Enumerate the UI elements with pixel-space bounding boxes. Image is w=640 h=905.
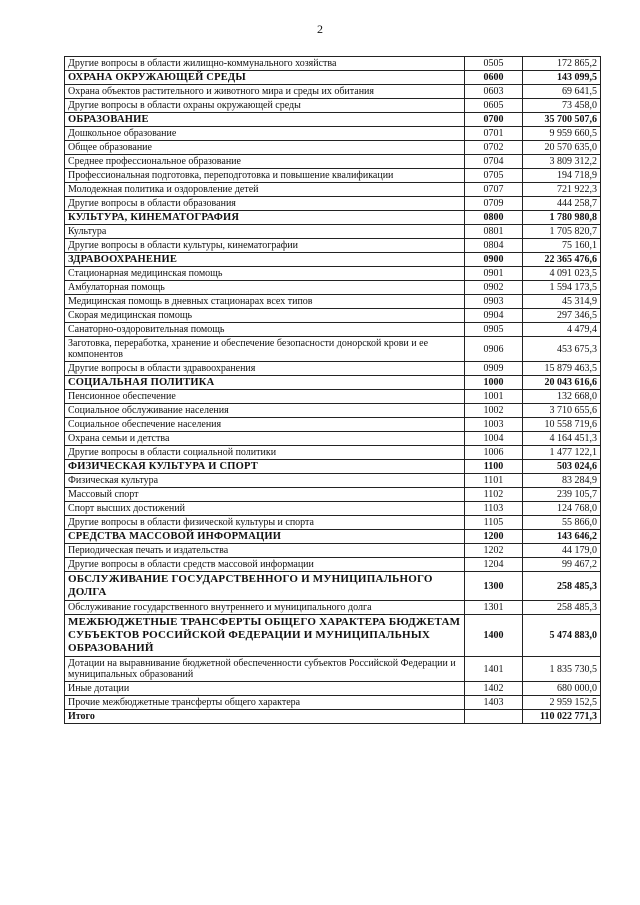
row-name: Социальное обслуживание населения: [65, 404, 465, 418]
row-name: СОЦИАЛЬНАЯ ПОЛИТИКА: [65, 376, 465, 390]
table-row: [65, 141, 601, 155]
row-name: Скорая медицинская помощь: [65, 309, 465, 323]
table-row: [65, 183, 601, 197]
row-sum: 4 091 023,5: [523, 267, 601, 281]
row-code: 1101: [465, 474, 523, 488]
row-code: 1003: [465, 418, 523, 432]
row-code: 1100: [465, 460, 523, 474]
row-name: Дотации на выравнивание бюджетной обеспеченности субъектов Российской Федерации и муниципальных образований: [65, 657, 465, 682]
row-sum: 453 675,3: [523, 337, 601, 362]
row-sum: 9 959 660,5: [523, 127, 601, 141]
section-row: [65, 71, 601, 85]
section-row: [65, 376, 601, 390]
row-sum: 20 570 635,0: [523, 141, 601, 155]
section-row: [65, 615, 601, 657]
row-sum: 1 477 122,1: [523, 446, 601, 460]
table-row: [65, 197, 601, 211]
row-name: Заготовка, переработка, хранение и обеспечение безопасности донорской крови и ее компонентов: [65, 337, 465, 362]
row-name: Охрана объектов растительного и животного мира и среды их обитания: [65, 85, 465, 99]
row-sum: 73 458,0: [523, 99, 601, 113]
row-name: Спорт высших достижений: [65, 502, 465, 516]
row-code: 0704: [465, 155, 523, 169]
row-code: 1102: [465, 488, 523, 502]
table-row: [65, 295, 601, 309]
row-sum: 194 718,9: [523, 169, 601, 183]
row-code: 0906: [465, 337, 523, 362]
table-row: [65, 323, 601, 337]
table-row: [65, 601, 601, 615]
table-row: [65, 155, 601, 169]
row-sum: 20 043 616,6: [523, 376, 601, 390]
row-sum: 75 160,1: [523, 239, 601, 253]
budget-table: [64, 56, 601, 724]
section-row: [65, 530, 601, 544]
row-name: ФИЗИЧЕСКАЯ КУЛЬТУРА И СПОРТ: [65, 460, 465, 474]
row-sum: 143 646,2: [523, 530, 601, 544]
row-code: 0904: [465, 309, 523, 323]
row-code: 0505: [465, 57, 523, 71]
row-name: Охрана семьи и детства: [65, 432, 465, 446]
row-code: 0600: [465, 71, 523, 85]
row-code: 0700: [465, 113, 523, 127]
row-code: 0705: [465, 169, 523, 183]
table-row: [65, 127, 601, 141]
section-row: [65, 211, 601, 225]
row-name: ОБРАЗОВАНИЕ: [65, 113, 465, 127]
row-code: 0903: [465, 295, 523, 309]
row-code: 1004: [465, 432, 523, 446]
row-name: Амбулаторная помощь: [65, 281, 465, 295]
page-number: 2: [317, 22, 323, 36]
row-name: КУЛЬТУРА, КИНЕМАТОГРАФИЯ: [65, 211, 465, 225]
budget-table-body: [65, 57, 601, 710]
row-code: 0702: [465, 141, 523, 155]
row-sum: 503 024,6: [523, 460, 601, 474]
row-code: 1002: [465, 404, 523, 418]
table-row: [65, 309, 601, 323]
row-name: Молодежная политика и оздоровление детей: [65, 183, 465, 197]
row-code: 0800: [465, 211, 523, 225]
row-sum: 4 164 451,3: [523, 432, 601, 446]
table-row: [65, 657, 601, 682]
row-name: Другие вопросы в области средств массовой информации: [65, 558, 465, 572]
row-code: 1103: [465, 502, 523, 516]
table-row: [65, 488, 601, 502]
row-sum: 143 099,5: [523, 71, 601, 85]
row-sum: 297 346,5: [523, 309, 601, 323]
row-code: 0605: [465, 99, 523, 113]
row-name: Санаторно-оздоровительная помощь: [65, 323, 465, 337]
row-sum: 44 179,0: [523, 544, 601, 558]
section-row: [65, 113, 601, 127]
total-label: Итого: [65, 710, 465, 724]
row-sum: 3 809 312,2: [523, 155, 601, 169]
row-name: Другие вопросы в области социальной политики: [65, 446, 465, 460]
row-name: Иные дотации: [65, 682, 465, 696]
table-row: [65, 57, 601, 71]
row-code: 1000: [465, 376, 523, 390]
row-name: Профессиональная подготовка, переподготовка и повышение квалификации: [65, 169, 465, 183]
row-code: 1200: [465, 530, 523, 544]
section-row: [65, 572, 601, 601]
table-row: [65, 239, 601, 253]
row-name: ОБСЛУЖИВАНИЕ ГОСУДАРСТВЕННОГО И МУНИЦИПАЛЬНОГО ДОЛГА: [65, 572, 465, 601]
row-name: Культура: [65, 225, 465, 239]
table-row: [65, 474, 601, 488]
row-name: Другие вопросы в области охраны окружающей среды: [65, 99, 465, 113]
row-name: ЗДРАВООХРАНЕНИЕ: [65, 253, 465, 267]
table-row: [65, 169, 601, 183]
row-code: 0707: [465, 183, 523, 197]
row-name: Стационарная медицинская помощь: [65, 267, 465, 281]
row-sum: 172 865,2: [523, 57, 601, 71]
row-code: 1202: [465, 544, 523, 558]
row-sum: 444 258,7: [523, 197, 601, 211]
row-sum: 10 558 719,6: [523, 418, 601, 432]
row-sum: 4 479,4: [523, 323, 601, 337]
row-sum: 69 641,5: [523, 85, 601, 99]
row-name: Медицинская помощь в дневных стационарах всех типов: [65, 295, 465, 309]
row-code: 1403: [465, 696, 523, 710]
row-code: 1105: [465, 516, 523, 530]
row-sum: 258 485,3: [523, 601, 601, 615]
row-code: 0709: [465, 197, 523, 211]
table-row: [65, 281, 601, 295]
row-code: 0905: [465, 323, 523, 337]
row-sum: 680 000,0: [523, 682, 601, 696]
row-name: Прочие межбюджетные трансферты общего характера: [65, 696, 465, 710]
row-code: 1006: [465, 446, 523, 460]
row-sum: 5 474 883,0: [523, 615, 601, 657]
row-name: Другие вопросы в области физической культуры и спорта: [65, 516, 465, 530]
row-code: 0804: [465, 239, 523, 253]
row-sum: 2 959 152,5: [523, 696, 601, 710]
row-code: 0801: [465, 225, 523, 239]
row-name: СРЕДСТВА МАССОВОЙ ИНФОРМАЦИИ: [65, 530, 465, 544]
row-name: Другие вопросы в области культуры, кинематографии: [65, 239, 465, 253]
row-code: 1401: [465, 657, 523, 682]
row-code: 0603: [465, 85, 523, 99]
row-sum: 132 668,0: [523, 390, 601, 404]
row-sum: 1 780 980,8: [523, 211, 601, 225]
row-code: 0909: [465, 362, 523, 376]
row-name: Массовый спорт: [65, 488, 465, 502]
total-code: [465, 710, 523, 724]
row-code: 1001: [465, 390, 523, 404]
table-row: [65, 85, 601, 99]
total-row: [65, 710, 601, 724]
table-row: [65, 696, 601, 710]
section-row: [65, 460, 601, 474]
table-row: [65, 516, 601, 530]
table-row: [65, 267, 601, 281]
table-row: [65, 390, 601, 404]
row-sum: 721 922,3: [523, 183, 601, 197]
table-row: [65, 362, 601, 376]
row-code: 0900: [465, 253, 523, 267]
row-sum: 55 866,0: [523, 516, 601, 530]
row-sum: 1 705 820,7: [523, 225, 601, 239]
table-row: [65, 446, 601, 460]
table-row: [65, 544, 601, 558]
row-name: МЕЖБЮДЖЕТНЫЕ ТРАНСФЕРТЫ ОБЩЕГО ХАРАКТЕРА БЮДЖЕТАМ СУБЪЕКТОВ РОССИЙСКОЙ ФЕДЕРАЦИИ И МУНИЦИПАЛЬНЫХ ОБРАЗОВАНИЙ: [65, 615, 465, 657]
row-code: 1204: [465, 558, 523, 572]
row-name: Общее образование: [65, 141, 465, 155]
row-code: 1300: [465, 572, 523, 601]
row-sum: 124 768,0: [523, 502, 601, 516]
row-sum: 3 710 655,6: [523, 404, 601, 418]
table-row: [65, 682, 601, 696]
table-row: [65, 404, 601, 418]
table-row: [65, 337, 601, 362]
row-sum: 83 284,9: [523, 474, 601, 488]
row-name: Другие вопросы в области жилищно-коммунального хозяйства: [65, 57, 465, 71]
row-code: 1301: [465, 601, 523, 615]
table-row: [65, 502, 601, 516]
row-name: Социальное обеспечение населения: [65, 418, 465, 432]
row-code: 1400: [465, 615, 523, 657]
row-name: Периодическая печать и издательства: [65, 544, 465, 558]
total-sum: 110 022 771,3: [523, 710, 601, 724]
row-sum: 258 485,3: [523, 572, 601, 601]
row-code: 0901: [465, 267, 523, 281]
row-name: Другие вопросы в области здравоохранения: [65, 362, 465, 376]
row-sum: 239 105,7: [523, 488, 601, 502]
row-code: 0701: [465, 127, 523, 141]
table-row: [65, 418, 601, 432]
row-sum: 22 365 476,6: [523, 253, 601, 267]
row-code: 0902: [465, 281, 523, 295]
row-sum: 99 467,2: [523, 558, 601, 572]
row-sum: 1 594 173,5: [523, 281, 601, 295]
row-sum: 1 835 730,5: [523, 657, 601, 682]
row-sum: 35 700 507,6: [523, 113, 601, 127]
row-code: 1402: [465, 682, 523, 696]
section-row: [65, 253, 601, 267]
table-row: [65, 99, 601, 113]
row-name: Дошкольное образование: [65, 127, 465, 141]
row-name: Другие вопросы в области образования: [65, 197, 465, 211]
table-row: [65, 225, 601, 239]
row-name: ОХРАНА ОКРУЖАЮЩЕЙ СРЕДЫ: [65, 71, 465, 85]
row-sum: 15 879 463,5: [523, 362, 601, 376]
row-name: Обслуживание государственного внутреннего и муниципального долга: [65, 601, 465, 615]
row-name: Физическая культура: [65, 474, 465, 488]
row-name: Пенсионное обеспечение: [65, 390, 465, 404]
table-row: [65, 432, 601, 446]
row-name: Среднее профессиональное образование: [65, 155, 465, 169]
table-row: [65, 558, 601, 572]
row-sum: 45 314,9: [523, 295, 601, 309]
